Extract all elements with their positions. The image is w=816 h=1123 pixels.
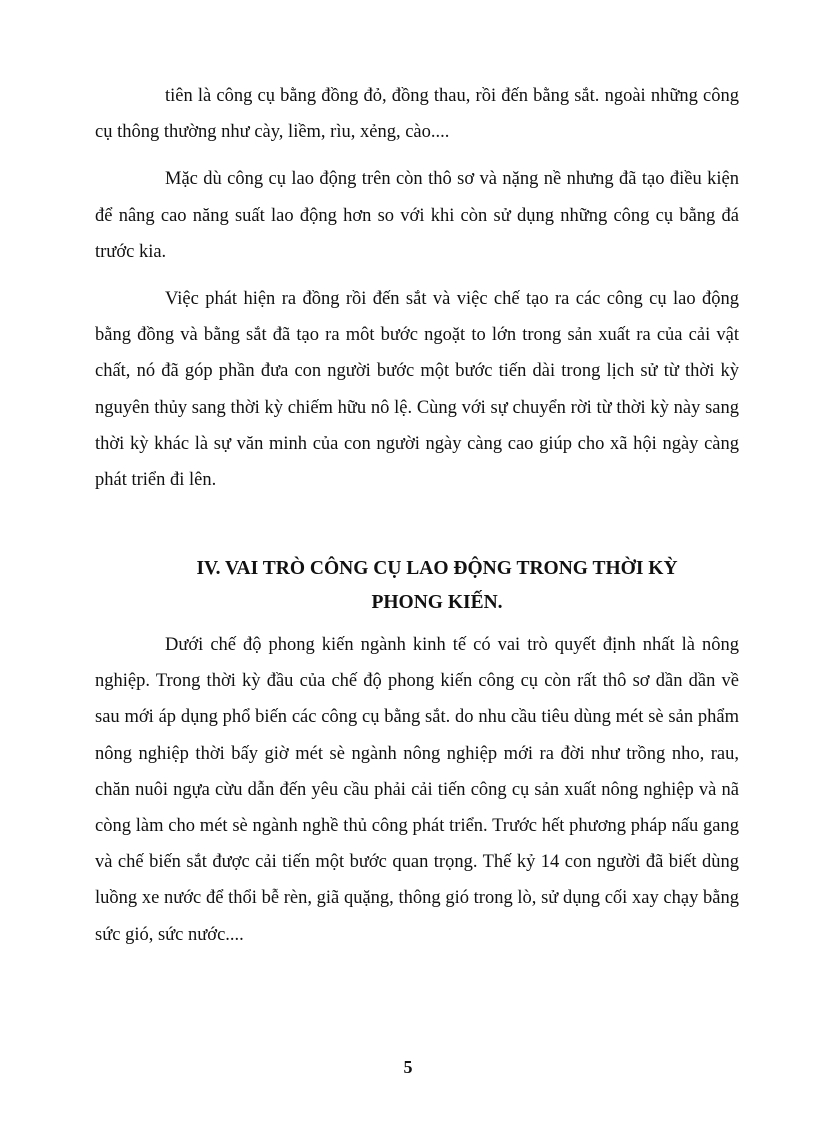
page-number: 5 [403,1057,413,1077]
paragraph-feudal-agriculture: Dưới chế độ phong kiến ngành kinh tế có vai trò quyết định nhất là nông nghiệp. Trong thời kỳ đầu của chế độ phong kiến công cụ còn rất thô sơ dần dần về sau mới áp dụng phổ biến các công cụ bằng sắt. do nhu cầu tiêu dùng mét sè sản phẩm nông nghiệp thời bấy giờ mét sè ngành nông nghiệp mới ra đời như trồng nho, rau, chăn nuôi ngựa cừu dẫn đến yêu cầu phải cải tiến công cụ sản xuất nông nghiệp và nã còng làm cho mét sè ngành nghề thủ công phát triển. Trước hết phương pháp nấu gang và chế biến sắt được cải tiến một bước quan trọng. Thế kỷ 14 con người đã biết dùng luồng xe nước để thổi bễ rèn, giã quặng, thông gió trong lò, sử dụng cối xay chạy bằng sức gió, sức nước.... [95,635,739,945]
paragraph-bronze-iron-discovery: Việc phát hiện ra đồng rồi đến sắt và việc chế tạo ra các công cụ lao động bằng đồng và bằng sắt đã tạo ra môt bước ngoặt to lớn trong sản xuất ra của cải vật chất, nó đã góp phần đưa con người bước một bước tiến dài trong lịch sử từ thời kỳ nguyên thủy sang thời kỳ chiếm hữu nô lệ. Cùng với sự chuyển rời từ thời kỳ này sang thời kỳ khác là sự văn minh của con người ngày càng cao giúp cho xã hội ngày càng phát triển đi lên. [95,289,739,491]
paragraph-productivity: Mặc dù công cụ lao động trên còn thô sơ và nặng nề nhưng đã tạo điều kiện để nâng cao năng suất lao động hơn so với khi còn sử dụng những công cụ bằng đá trước kia. [95,169,739,262]
section-heading [95,552,739,620]
heading-line-1: IV. VAI TRÒ CÔNG CỤ LAO ĐỘNG TRONG THỜI KỲ [196,558,678,579]
heading-line-2: PHONG KIẾN. [371,592,503,613]
body-section-1 [95,78,739,509]
paragraph-tools-materials: tiên là công cụ bằng đồng đỏ, đồng thau, rồi đến bằng sắt. ngoài những công cụ thông thường như cày, liềm, rìu, xẻng, cào.... [95,86,739,143]
body-section-2 [95,627,739,964]
